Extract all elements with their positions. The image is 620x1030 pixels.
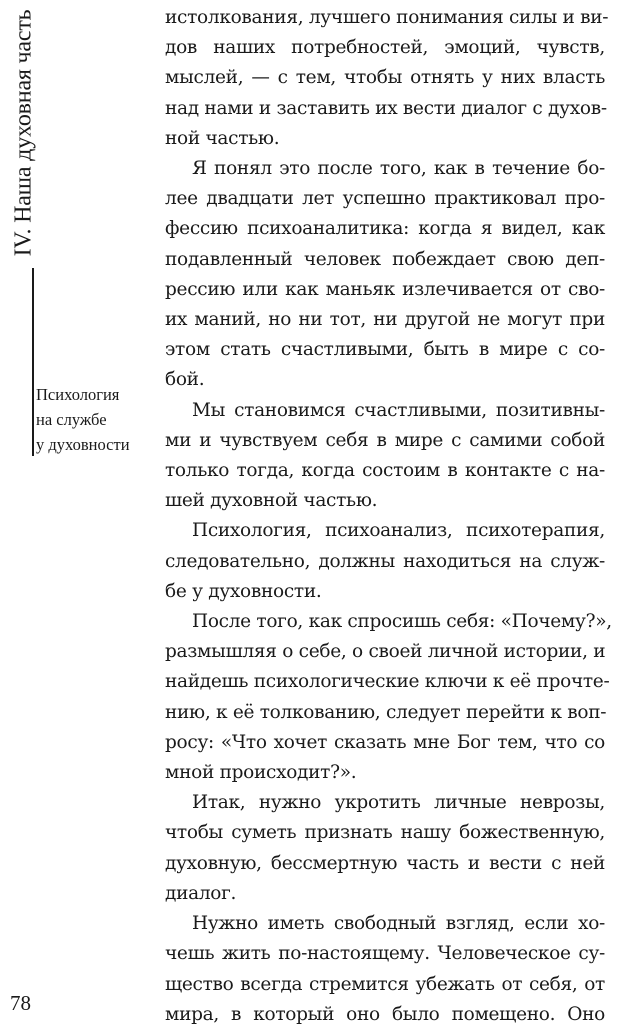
margin-note — [36, 382, 130, 457]
paragraph — [165, 154, 605, 396]
text-line: над нами и заставить их вести диалог с духов- — [165, 97, 607, 119]
text-line: рессию или как маньяк излечивается от сво- — [165, 278, 605, 300]
text-line: духовную, бессмертную часть и вести с ней — [165, 852, 605, 874]
text-line: Психология, психоанализ, психотерапия, — [192, 520, 605, 542]
text-line: истолкования, лучшего понимания силы и ви- — [165, 7, 609, 28]
text-line: щество всегда стремится убежать от себя, от — [165, 973, 605, 995]
text-line: нию, к её толкованию, следует перейти к воп- — [165, 701, 607, 723]
text-line: бой. — [165, 369, 205, 391]
text-line: ной частью. — [165, 127, 280, 149]
text-line: ми и чувствуем себя в мире с самими собой — [165, 429, 605, 451]
margin-note-line: у духовности — [36, 435, 130, 454]
text-line: чтобы суметь признать нашу божественную, — [165, 822, 605, 844]
text-line: чешь жить по-настоящему. Человеческое су- — [165, 943, 605, 965]
paragraph — [165, 516, 605, 607]
text-line: следовательно, должны находиться на служ- — [165, 550, 605, 572]
margin-note-line: на службе — [36, 410, 107, 429]
text-line: найдешь психологические ключи к её прочте- — [165, 671, 610, 693]
text-line: только тогда, когда состоим в контакте с на- — [165, 460, 605, 482]
text-line: Итак, нужно укротить личные неврозы, — [192, 792, 605, 814]
text-line: Мы становимся счастливыми, позитивны- — [192, 399, 605, 421]
paragraph — [165, 396, 605, 517]
text-line: диалог. — [165, 882, 237, 904]
text-line: фессию психоаналитика: когда я видел, как — [165, 218, 605, 240]
text-line: бе у духовности. — [165, 580, 322, 602]
paragraph — [165, 3, 609, 154]
margin-note-line: Психология — [36, 385, 120, 404]
text-line: Нужно иметь свободный взгляд, если хо- — [192, 913, 605, 935]
text-line: этом стать счастливыми, быть в мире с со- — [165, 339, 605, 361]
text-line: мыслей, — с тем, чтобы отнять у них власть — [165, 67, 605, 89]
text-line: их маний, но ни тот, ни другой не могут при — [165, 309, 605, 331]
text-line: Я понял это после того, как в течение бо- — [192, 158, 605, 180]
paragraph — [165, 909, 605, 1030]
margin-rule — [32, 268, 34, 456]
text-line: шей духовной частью. — [165, 490, 378, 512]
text-line: мной происходит?». — [165, 762, 357, 784]
chapter-title: IV. Наша духовная часть — [10, 9, 37, 257]
page-number: 78 — [10, 991, 31, 1015]
text-line: дов наших потребностей, эмоций, чувств, — [165, 37, 605, 59]
text-line: подавленный человек побеждает свою деп- — [165, 248, 605, 270]
chapter-running-head — [2, 2, 46, 264]
text-line: лее двадцати лет успешно практиковал про- — [165, 188, 605, 210]
paragraph — [165, 607, 612, 788]
text-line: размышляя о себе, о своей личной истории, и — [165, 641, 606, 663]
paragraph — [165, 788, 605, 909]
body-text — [165, 3, 612, 1030]
text-line: росу: «Что хочет сказать мне Бог тем, что со — [165, 731, 605, 753]
text-line: После того, как спросишь себя: «Почему?», — [192, 611, 612, 633]
text-line: мира, в который оно было помещено. Оно — [165, 1003, 605, 1025]
